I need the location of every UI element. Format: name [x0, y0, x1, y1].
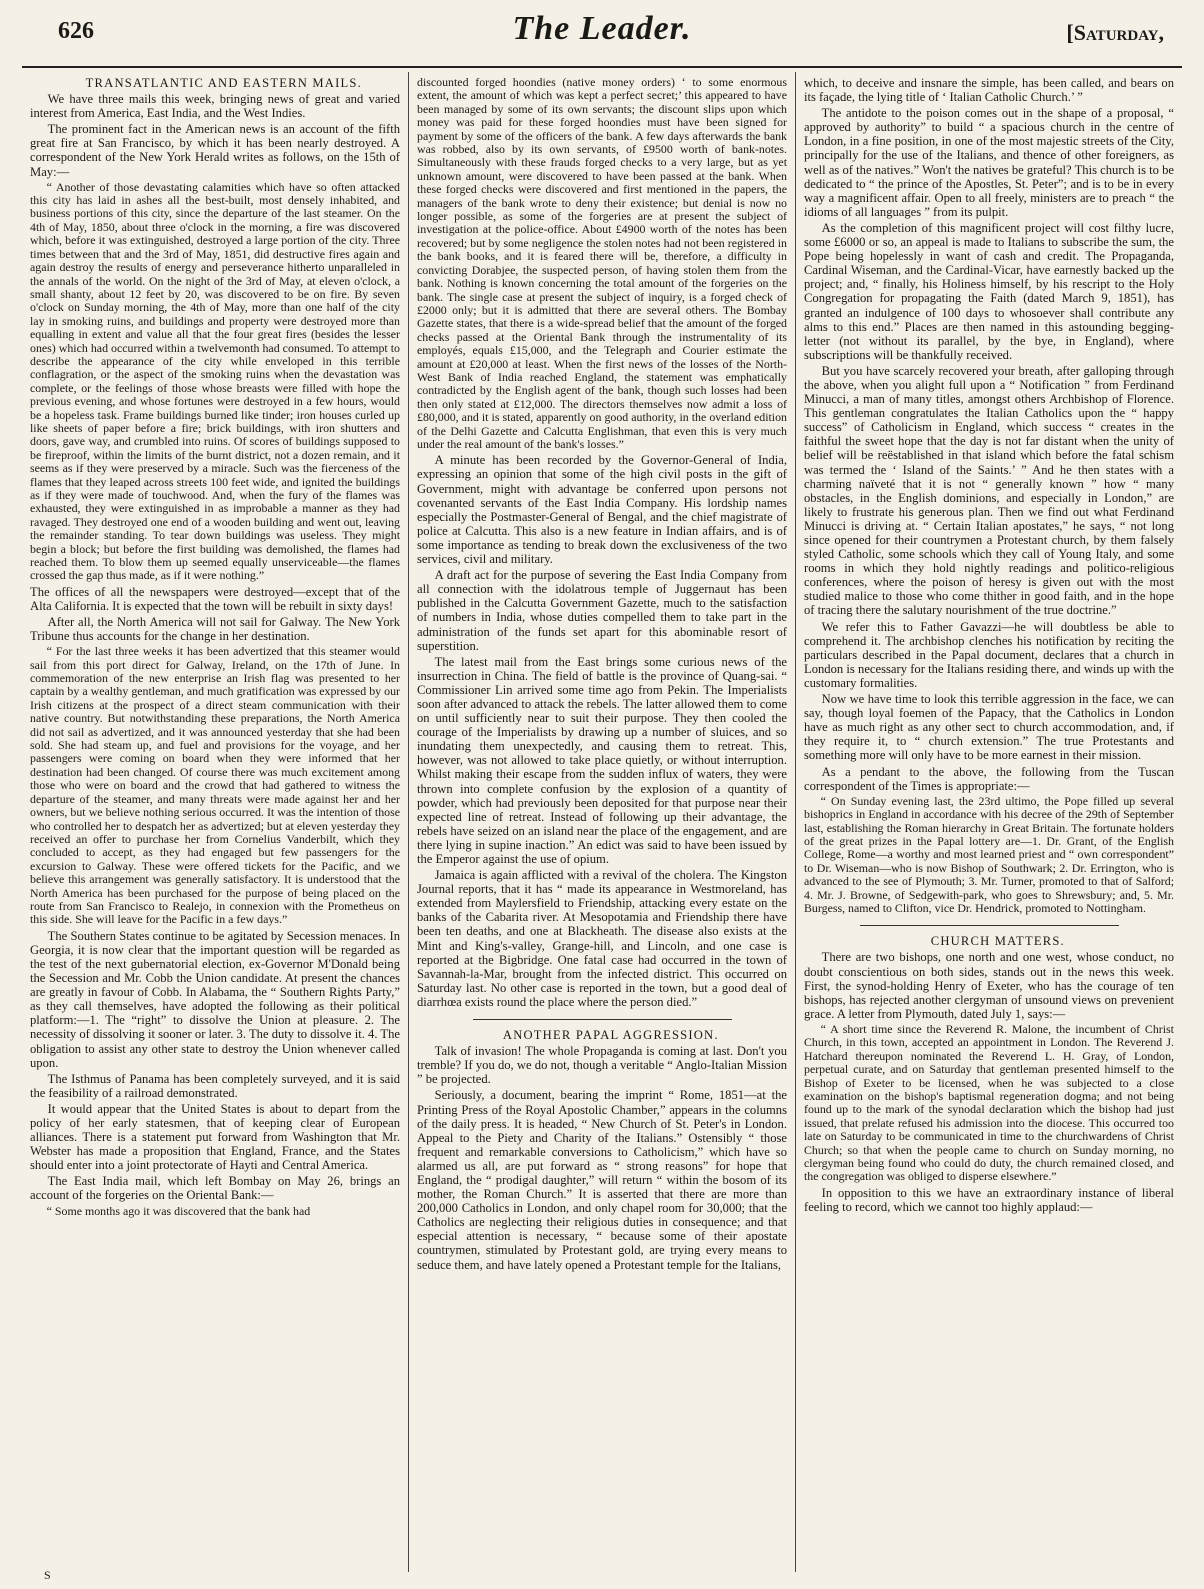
quoted-passage: “ Some months ago it was discovered that the bank had: [46, 1203, 311, 1218]
section-heading: ANOTHER PAPAL AGGRESSION.: [502, 1028, 719, 1043]
quoted-passage: “ A short time since the Reverend R. Malone, the incumbent of Christ Church, in this town, accepted an appointment in London. The Reverend J. Hatchard thereupon nominated the Reverend L. H. Gray, of London, perpetual curate, and on Saturday that gentleman presented himself to the Bishop of Exeter to be licensed, when he was subjected to a close examination on the bishop's baptismal regeneration dogma; and not being found up to the mark of the synodal declaration which the bishop had just issued, that prelate refused his admission into the diocese. This occurred too late on Saturday to be communicated in time to the churchwardens of Christ Church; so that when the people came to church on Sunday morning, no clergyman being found who could do duty, the church remained closed, and the congregation was obliged to disperse elsewhere.”: [804, 1021, 1174, 1184]
paragraph: It would appear that the United States is about to depart from the policy of her early statesmen, that of keeping clear of European alliances. There is a statement put forward from Washington that Mr. Webster has made a proposition that England, France, and the States should enter into a joint protectorate of Hayti and Central America.: [30, 1101, 400, 1173]
paragraph: The Southern States continue to be agitated by Secession menaces. In Georgia, it is now clear that the important question will be regarded as the test of the next gubernatorial election, ex-Governor M'Donald being the Secession and Mr. Cobb the Union candidate. At present the chances are greatly in favour of Cobb. In Alabama, the “ Southern Rights Party,” as they call themselves, have adopted the following as their political platform:—1. The “right” to dissolve the Union at pleasure. 2. The necessity of dissolving it sooner or later. 3. The duty to dissolve it. 4. The obligation to assist any other state to destroy the Union whenever called upon.: [30, 928, 400, 1070]
paragraph: Jamaica is again afflicted with a revival of the cholera. The Kingston Journal reports, that it has “ made its appearance in Westmoreland, has extended from Maylersfield to Friendship, attacking every estate on the banks of the Cabarita river. At Mesopotamia and Friendship there have been ten deaths, and one at Blackheath. The disease also exists at the Mint and King's-valley, Grange-hill, and Lincoln, and one case is reported at the Bigbridge. One fatal case had occurred in the town of Savannah-la-Mar, brought from the infected district. This occurred on Saturday last. No other case is reported in the town, but a good deal of diarrhœa exists round the place where the person died.”: [417, 868, 787, 1009]
section-divider: [860, 925, 1119, 926]
paragraph: Now we have time to look this terrible aggression in the face, we can say, though loyal foemen of the Papacy, that the Catholics in London have as much right as any other sect to church accommodation, and, if they require it, to “ church extension.” The true Protestants and something more will only have to be more earnest in their mission.: [804, 692, 1174, 763]
paragraph: The antidote to the poison comes out in the shape of a proposal, “ approved by authority” to build “ a spacious church in the centre of London, in a fine position, in one of the most majestic streets of the City, principally for the use of the Italians, and thence of other foreigners, as well as of the natives.” Won't the natives be grateful? This church is to be dedicated to “ the prince of the Apostles, St. Peter”; and is to be in every way a magnificent affair. Open to all freely, ministers are to preach “ the idioms of all languages ” from its pulpit.: [804, 106, 1174, 219]
paragraph: which, to deceive and insnare the simple, has been called, and bears on its façade, the lying title of ‘ Italian Catholic Church.’ ”: [804, 76, 1174, 105]
paragraph: We refer this to Father Gavazzi—he will doubtless be able to comprehend it. The archbishop clenches his notification by reciting the particulars described in the Papal document, declares that a church in London is necessary for the Italians residing there, and winds up with the customary formalities.: [804, 619, 1174, 690]
article-columns: [22, 72, 1182, 1572]
paragraph: The Isthmus of Panama has been completely surveyed, and it is said the feasibility of a railroad demonstrated.: [30, 1071, 400, 1100]
signature-mark: S: [44, 1568, 51, 1582]
paragraph: The East India mail, which left Bombay on May 26, brings an account of the forgeries on the Oriental Bank:—: [30, 1174, 400, 1203]
paragraph: The offices of all the newspapers were destroyed—except that of the Alta California. It is expected that the town will be rebuilt in sixty days!: [30, 584, 400, 613]
section-divider: [473, 1019, 732, 1020]
page-number: 626: [58, 18, 94, 44]
paragraph: In opposition to this we have an extraordinary instance of liberal feeling to record, which we cannot too highly applaud:—: [804, 1185, 1174, 1214]
paragraph: Talk of invasion! The whole Propaganda is coming at last. Don't you tremble? If you do, we do not, though a veritable “ Anglo-Italian Mission ” be projected.: [417, 1044, 787, 1087]
paragraph: The prominent fact in the American news is an account of the fifth great fire at San Francisco, by which it has been nearly destroyed. A correspondent of the New York Herald writes as follows, on the 15th of May:—: [30, 122, 400, 179]
paragraph: After all, the North America will not sail for Galway. The New York Tribune thus accounts for the change in her destination.: [30, 615, 400, 644]
column-1: [22, 72, 408, 1572]
paragraph: The latest mail from the East brings some curious news of the insurrection in China. The field of battle is the province of Quang-sai. “ Commissioner Lin arrived some time ago from Pekin. The Imperialists soon after advanced to attack the rebels. The latter allowed them to come on until sufficiently near to suit their purpose. They then cooled the courage of the Imperialists by drawing up a number of sluices, and so inundating them unexpectedly, and causing them to retreat. This, however, was not allowed to take place quietly, or without interruption. Whilst making their escape from the sudden influx of waters, they were thrown into complete confusion by the explosion of a quantity of powder, which had previously been deposited for that purpose near their expected line of retreat. Instead of following up their advantage, the rebels have seized on an island near the place of the engagement, and are there lying in supine inaction.” An edict was said to have been issued by the Emperor against the use of opium.: [417, 654, 787, 866]
quoted-passage: “ On Sunday evening last, the 23rd ultimo, the Pope filled up several bishoprics in England in accordance with his decree of the 29th of September last, establishing the Roman hierarchy in Great Britain. The fortunate holders of the great prizes in the Papal lottery are—1. Dr. Grant, of the English College, Rome—a worthy and most learned priest and “ own correspondent” to Dr. Wiseman—who is now Bishop of Southwark; 2. Dr. Errington, who is advanced to the see of Plymouth; 3. Mr. Turner, promoted to that of Salford; 4. Mr. J. Browne, of Sedgewith-park, who goes to Shrewsbury; and, 5. Mr. Burgess, named to Clifton, vice Dr. Hendrick, promoted to Nottingham.: [804, 793, 1174, 915]
paragraph: A minute has been recorded by the Governor-General of India, expressing an opinion that some of the high civil posts in the gift of Government, might with advantage be conferred upon persons not covenanted servants of the East India Company. His lordship names especially the Postmaster-General of Bengal, and the chief magistrate of police at Calcutta. This also is a new feature in Indian affairs, and is of some importance as tending to break down the exclusiveness of the two services, civil and military.: [417, 453, 787, 567]
section-heading: CHURCH MATTERS.: [930, 934, 1065, 949]
page-header: [22, 0, 1182, 68]
paragraph: As a pendant to the above, the following from the Tuscan correspondent of the Times is appropriate:—: [804, 764, 1174, 793]
paragraph: Seriously, a document, bearing the imprint “ Rome, 1851—at the Printing Press of the Royal Apostolic Chamber,” appears in the columns of the daily press. It is headed, “ New Church of St. Peter's in London. Appeal to the Piety and Charity of the Italians.” Ostensibly “ those frequent and remarkable conversions to Catholicism,” which have so alarmed us all, are put forward as “ strong reasons” for hope that England, the “ prodigal daughter,” will return “ within the bosom of its mother, the Roman Church.” It is asserted that there are more than 200,000 Catholics in London, and only chapel room for 30,000; that the Catholics are neglecting their religious duties in consequence; and that especial attention is necessary, “ because some of their apostate countrymen, stimulated by Protestant gold, are trying every means to seduce them, and have lately opened a Protestant temple for the Italians,: [417, 1088, 787, 1272]
paragraph: There are two bishops, one north and one west, whose conduct, no doubt conscientious on both sides, stands out in the news this week. First, the synod-holding Henry of Exeter, who has the courage of ten bishops, has rejected another clergyman of unsound views on prevenient grace. A letter from Plymouth, dated July 1, says:—: [804, 950, 1174, 1021]
section-heading: TRANSATLANTIC AND EASTERN MAILS.: [85, 76, 362, 90]
column-2: [408, 72, 795, 1572]
dateline: [Saturday,: [1066, 20, 1164, 45]
quoted-passage: “ Another of those devastating calamities which have so often attacked this city has laid in ashes all the best-built, most densely inhabited, and business portions of this city, since the departure of the last steamer. On the 4th of May, 1850, about three o'clock in the morning, a fire was discovered which, before it was extinguished, destroyed a large portion of the city. Three times between that and the 3rd of May, 1851, did destructive fires again and again destroy the results of energy and perseverance hitherto unparalleled in the annals of the world. On the night of the 3rd of May, at eleven o'clock, a small shanty, about 12 feet by 20, was discovered to be on fire. By seven o'clock on Sunday morning, the 4th of May, more than one half of the city lay in smoking ruins, and buildings and property were destroyed more than equalling in extent and value all that the four great fires (besides the lesser ones) which had occurred within a twelvemonth had consumed. To attempt to describe the appearance of the city while enveloped in this terrible conflagration, or the aspect of the smoking ruins when the devastation was complete, or the feelings of those whose breasts were filled with hope the previous evening, and whose fortunes were destroyed in a few hours, would be a hopeless task. Frame buildings burned like tinder; iron houses curled up like sheets of paper before a fire; brick buildings, with iron shutters and doors, gave way, and crumbled into ruins. Of scores of buildings supposed to be fireproof, within the limits of the burnt district, not a dozen remain, and it seems as if they were preserved by a miracle. Such was the fierceness of the flames that they leaped across streets 100 feet wide, and ignited the buildings as if they were made of touchwood. And, when the fury of the flames was exhausted, they were extinguished in as improbable a manner as they had ravaged. They destroyed one end of a wooden building and went out, leaving the remainder standing. To tear down buildings was useless. They might begin a block; but before the first building was demolished, the flames had reached them. To blow them up seemed equally unserviceable—the flames crossed the gap thus made, as if it were nothing.”: [30, 179, 400, 583]
quoted-passage: “ For the last three weeks it has been advertized that this steamer would sail from this port direct for Galway, Ireland, on the 17th of June. In commemoration of the new enterprise an Irish flag was presented to her captain by a wealthy gentleman, and much gratification was expressed by our Irish citizens at the prospect of a direct steam communication with their native country. But notwithstanding these preparations, the North America did not sail as advertized, and it was announced yesterday that she had been sold. She had steam up, and fuel and provisions for the voyage, and her passengers were coming on board when they were informed that her destination had been changed. Of course there was much excitement among those who were on board and the crowd that had gathered to witness the departure of the steamer, and many threats were made against her and her owners, but we believe nothing serious occurred. It was the intention of those who controlled her to despatch her as advertized; but at eleven yesterday they received an offer to purchase her from Cornelius Vanderbilt, which they concluded to accept, as they had engaged but few passengers for the excursion to Galway. These were offered tickets for the Pacific, and we believe this arrangement was generally satisfactory. It is understood that the North America has been purchased for the purpose of being placed on the route from San Francisco to Realejo, in connexion with the Prometheus on this side. She will leave for the Pacific in a few days.”: [30, 644, 400, 927]
masthead-title: The Leader.: [512, 10, 692, 47]
paragraph: But you have scarcely recovered your breath, after galloping through the above, when you alight full upon a “ Notification ” from Ferdinand Minucci, a man of many titles, amongst others Archbishop of Florence. This gentleman congratulates the Italian Catholics upon the “ happy success” of Catholicism in England, which success “ creates in the faithful the sweet hope that the day is not far distant when the unity of belief will be reëstablished in that island which before the fatal schism was termed the ‘ Island of the Saints.’ ” And he then states with a charming naïveté that it is not “ generally known ” how “ many obstacles, in the English dominions, and especially in London,” are likely to frustrate his generous plan. Then we find out what Ferdinand Minucci is driving at. “ Certain Italian apostates,” he says, “ not long since opened for their countrymen a Protestant church, by them falsely styled Catholic, some schools which they call of Young Italy, and some rooms in which they hold nightly readings and politico-religious conferences, where the poison of heresy is given out with the most studied malice to those who come thither in good faith, and in the hope of tracing there the salutary nourishment of the true doctrine.”: [804, 363, 1174, 618]
column-3: [795, 72, 1182, 1572]
paragraph: As the completion of this magnificent project will cost filthy lucre, some £6000 or so, an appeal is made to Italians to subscribe the sum, the Pope being hopelessly in want of cash and credit. The Propaganda, Cardinal Wiseman, and the Cardinal-Vicar, have earnestly backed up the project; and, “ finally, his Holiness himself, by his rescript to the Holy Congregation for propagating the Faith (dated March 9, 1851), has granted an indulgence of 100 days to whosoever shall contribute any alms to this end.” Places are then named in this astounding begging-letter (not without its parallel, by the bye, in England), where subscriptions will be thankfully received.: [804, 220, 1174, 362]
paragraph: We have three mails this week, bringing news of great and varied interest from America, East India, and the West Indies.: [30, 92, 400, 121]
paragraph: A draft act for the purpose of severing the East India Company from all connection with the idolatrous temple of Juggernaut has been published in the Calcutta Government Gazette, much to the satisfaction of numbers in India, whose duties compelled them to take part in the administration of the funds set apart for this abominable resort of superstition.: [417, 568, 787, 653]
quoted-passage: discounted forged hoondies (native money orders) ‘ to some enormous extent, the amount of which was kept a perfect secret;’ this appeared to have been managed by some of its own servants; the discount slips upon which money was paid for these forged hoondies must have been signed for payment by some of the officers of the bank. A few days afterwards the bank was robbed, also by its own servants, of £9500 worth of bank-notes. Simultaneously with these frauds forged checks to a very large, but as yet unknown amount, were discovered to have been passed at the bank. When these forged checks were discovered and first mentioned in the papers, the managers of the bank wrote to deny their existence; but denial is now no longer possible, as some of the forgeries are at present the subject of investigation at the police-office. About £4900 worth of the notes has been recovered; but by some negligence the stolen notes had not been registered in the bank books, and it is feared there will be, therefore, a difficulty in convicting Dorabjee, the suspected person, of having stolen them from the bank. Nothing is known concerning the total amount of the forgeries on the bank. The single case at present the subject of inquiry, is a forged check of £2000 only; but it is admitted that there are several others. The Bombay Gazette states, that there is a wide-spread belief that the amount of the forged checks passed at the Oriental Bank through the instrumentality of its employés, equals £15,000, and the Telegraph and Courier estimate the amount at £20,000 at least. When the first news of the losses of the North-West Bank of India reached England, the statement was emphatically contradicted by the English agent of the bank, though such losses had been then only stated at £12,000. The directors themselves now admit a loss of £80,000, and it is stated, apparently on good authority, in the overland edition of the Delhi Gazette and Calcutta Englishman, that even this is very much under the real amount of the bank's losses.”: [417, 75, 787, 451]
